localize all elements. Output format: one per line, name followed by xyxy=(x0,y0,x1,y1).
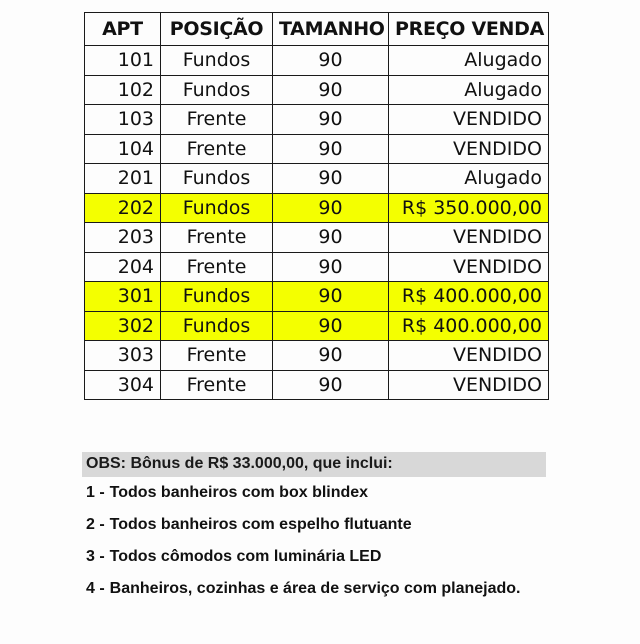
cell-posicao: Fundos xyxy=(161,164,273,194)
table-body xyxy=(85,46,549,400)
header-preco-venda: PREÇO VENDA xyxy=(389,13,549,46)
table-header-row xyxy=(85,13,549,46)
cell-tamanho: 90 xyxy=(273,370,389,400)
table-row xyxy=(85,341,549,371)
cell-apt: 303 xyxy=(85,341,161,371)
cell-preco: VENDIDO xyxy=(389,341,549,371)
cell-posicao: Frente xyxy=(161,370,273,400)
cell-tamanho: 90 xyxy=(273,311,389,341)
list-item-number: 4 - xyxy=(86,580,105,597)
cell-apt: 304 xyxy=(85,370,161,400)
apartment-table xyxy=(84,12,549,400)
list-item-number: 3 - xyxy=(86,548,105,565)
observations-section xyxy=(86,452,556,605)
cell-preco: VENDIDO xyxy=(389,370,549,400)
table-row xyxy=(85,164,549,194)
cell-posicao: Frente xyxy=(161,105,273,135)
observations-list xyxy=(86,477,556,605)
cell-posicao: Fundos xyxy=(161,46,273,76)
cell-preco: Alugado xyxy=(389,46,549,76)
cell-apt: 301 xyxy=(85,282,161,312)
cell-preco: Alugado xyxy=(389,164,549,194)
cell-posicao: Frente xyxy=(161,252,273,282)
cell-tamanho: 90 xyxy=(273,341,389,371)
cell-tamanho: 90 xyxy=(273,252,389,282)
cell-posicao: Fundos xyxy=(161,311,273,341)
cell-posicao: Frente xyxy=(161,223,273,253)
cell-tamanho: 90 xyxy=(273,223,389,253)
cell-apt: 203 xyxy=(85,223,161,253)
cell-preco: Alugado xyxy=(389,75,549,105)
cell-apt: 202 xyxy=(85,193,161,223)
cell-tamanho: 90 xyxy=(273,46,389,76)
cell-apt: 102 xyxy=(85,75,161,105)
cell-posicao: Fundos xyxy=(161,75,273,105)
cell-posicao: Frente xyxy=(161,134,273,164)
table-row xyxy=(85,193,549,223)
header-posicao: POSIÇÃO xyxy=(161,13,273,46)
list-item xyxy=(86,541,556,573)
cell-apt: 104 xyxy=(85,134,161,164)
table-row xyxy=(85,46,549,76)
cell-tamanho: 90 xyxy=(273,75,389,105)
cell-apt: 302 xyxy=(85,311,161,341)
list-item-text: Banheiros, cozinhas e área de serviço com planejado. xyxy=(109,580,521,597)
table-row xyxy=(85,252,549,282)
cell-apt: 201 xyxy=(85,164,161,194)
cell-preco: VENDIDO xyxy=(389,252,549,282)
cell-tamanho: 90 xyxy=(273,282,389,312)
table-row xyxy=(85,134,549,164)
table-row xyxy=(85,223,549,253)
cell-apt: 204 xyxy=(85,252,161,282)
cell-preco: VENDIDO xyxy=(389,105,549,135)
table-row xyxy=(85,311,549,341)
cell-preco: R$ 400.000,00 xyxy=(389,311,549,341)
cell-tamanho: 90 xyxy=(273,134,389,164)
observations-title: OBS: Bônus de R$ 33.000,00, que inclui: xyxy=(82,452,546,477)
cell-tamanho: 90 xyxy=(273,105,389,135)
list-item xyxy=(86,509,556,541)
cell-posicao: Fundos xyxy=(161,282,273,312)
list-item-text: Todos cômodos com luminária LED xyxy=(109,548,382,565)
table-row xyxy=(85,282,549,312)
list-item-number: 1 - xyxy=(86,484,105,501)
cell-preco: R$ 400.000,00 xyxy=(389,282,549,312)
list-item xyxy=(86,573,556,605)
list-item-number: 2 - xyxy=(86,516,105,533)
cell-apt: 103 xyxy=(85,105,161,135)
cell-preco: R$ 350.000,00 xyxy=(389,193,549,223)
cell-tamanho: 90 xyxy=(273,164,389,194)
header-tamanho: TAMANHO xyxy=(273,13,389,46)
cell-preco: VENDIDO xyxy=(389,134,549,164)
cell-posicao: Fundos xyxy=(161,193,273,223)
cell-apt: 101 xyxy=(85,46,161,76)
table-row xyxy=(85,75,549,105)
cell-posicao: Frente xyxy=(161,341,273,371)
list-item-text: Todos banheiros com box blindex xyxy=(109,484,369,501)
header-apt: APT xyxy=(85,13,161,46)
table-row xyxy=(85,370,549,400)
cell-tamanho: 90 xyxy=(273,193,389,223)
cell-preco: VENDIDO xyxy=(389,223,549,253)
table-row xyxy=(85,105,549,135)
list-item xyxy=(86,477,556,509)
list-item-text: Todos banheiros com espelho flutuante xyxy=(109,516,412,533)
